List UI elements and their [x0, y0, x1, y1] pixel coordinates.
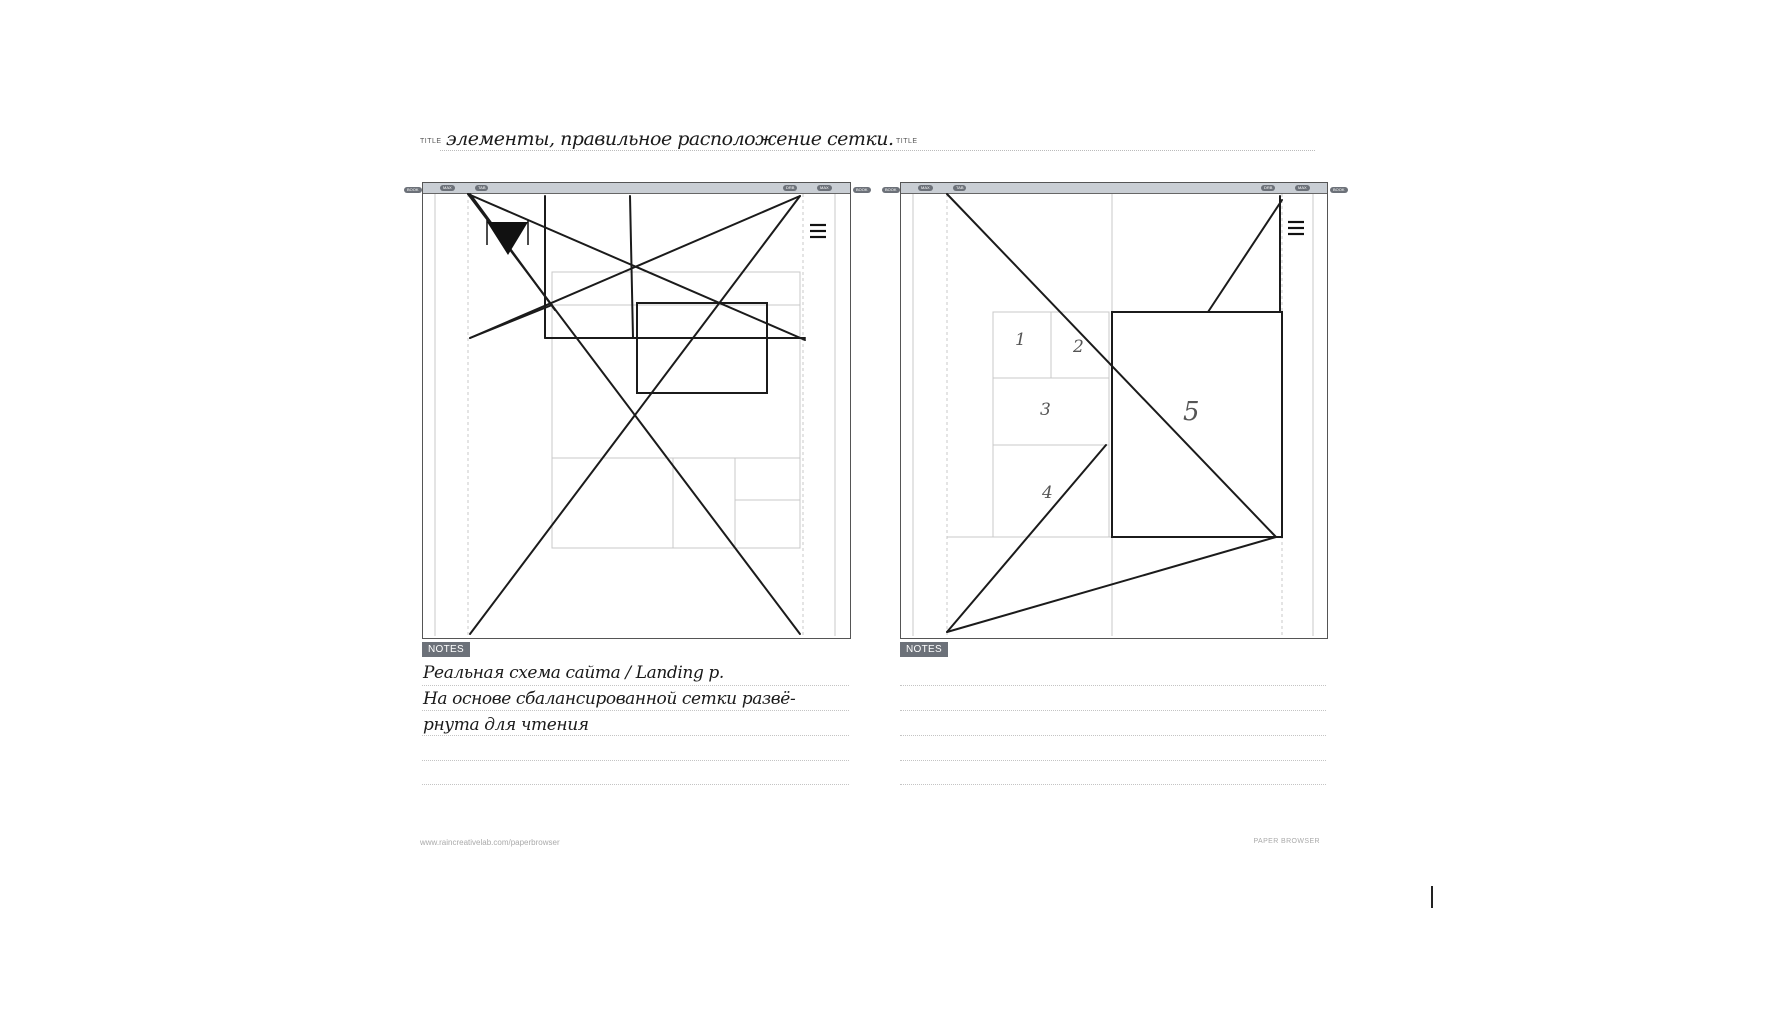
title-label-right: TITLE [896, 138, 918, 145]
left-sketch-strokes [468, 194, 805, 634]
page-title: элементы, правильное расположение сетки. [446, 128, 894, 150]
notes-rule [900, 685, 1326, 686]
notes-rule [900, 760, 1326, 761]
notes-rule [422, 784, 849, 785]
block-number: 1 [1015, 330, 1026, 350]
bar-tag: TAB [475, 185, 488, 191]
hamburger-menu-icon [810, 225, 826, 237]
side-tag: BOOK [404, 187, 422, 193]
notes-line: Реальная схема сайта / Landing p. [423, 663, 724, 683]
side-tag: BOOK [882, 187, 900, 193]
notes-label: NOTES [900, 642, 948, 657]
title-label: TITLE [420, 138, 442, 145]
block-numbers [1015, 330, 1200, 503]
block-number: 5 [1183, 397, 1200, 427]
bar-tag: MAX [817, 185, 832, 191]
block-number: 2 [1073, 337, 1084, 357]
side-tag: BOOK [853, 187, 871, 193]
notes-label: NOTES [422, 642, 470, 657]
scan-mark [1431, 886, 1433, 908]
right-sketch-strokes [947, 194, 1282, 632]
footer-url: www.raincreativelab.com/paperbrowser [420, 838, 560, 847]
bar-tag: TAB [953, 185, 966, 191]
bar-tag: MAX [918, 185, 933, 191]
notes-rule [900, 784, 1326, 785]
bar-tag: MAX [1295, 185, 1310, 191]
block-number: 4 [1042, 483, 1053, 503]
notes-line: На основе сбалансированной сетки развё- [423, 689, 796, 709]
block-number: 3 [1040, 400, 1051, 420]
bar-tag: MAX [440, 185, 455, 191]
bar-tag: DRB [1261, 185, 1275, 191]
logo-scribble [487, 220, 528, 255]
notes-line: рнута для чтения [423, 715, 589, 735]
hamburger-menu-icon [1288, 222, 1304, 234]
bar-tag: DRB [783, 185, 797, 191]
notes-rule [900, 735, 1326, 736]
notes-rule [900, 710, 1326, 711]
side-tag: BOOK [1330, 187, 1348, 193]
notes-rule [422, 760, 849, 761]
footer-brand: PAPER BROWSER [1253, 838, 1320, 845]
